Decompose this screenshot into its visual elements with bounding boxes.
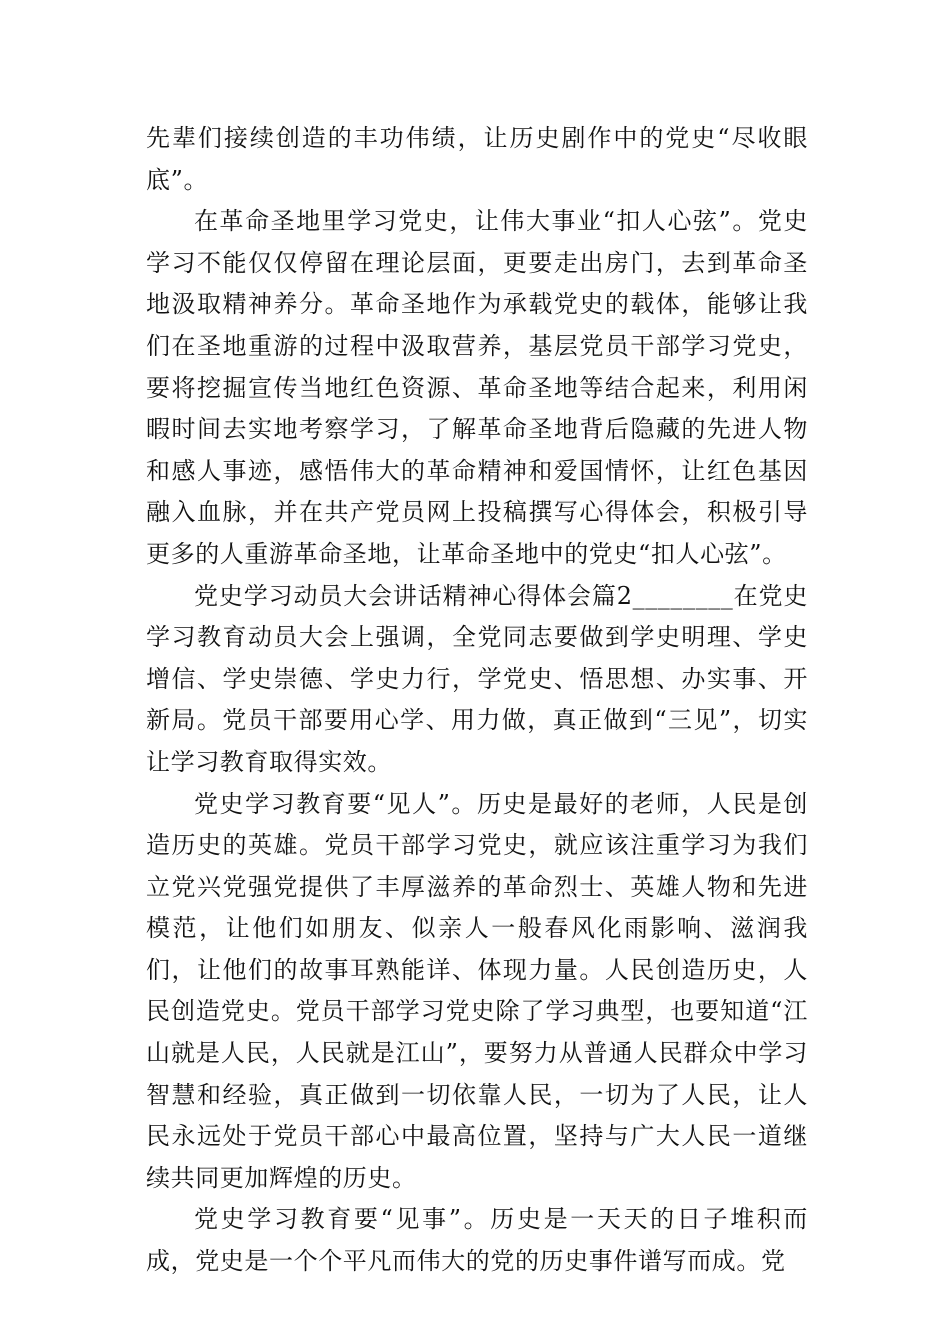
paragraph-2: 在革命圣地里学习党史，让伟大事业“扣人心弦”。党史学习不能仅仅停留在理论层面，更要走出房门，去到革命圣地汲取精神养分。革命圣地作为承载党史的载体，能够让我们在圣地重游的过程中汲取营养，基层党员干部学习党史，要将挖掘宣传当地红色资源、革命圣地等结合起来，利用闲暇时间去实地考察学习，了解革命圣地背后隐藏的先进人物和感人事迹，感悟伟大的革命精神和爱国情怀，让红色基因融入血脉，并在共产党员网上投稿撰写心得体会，积极引导更多的人重游革命圣地，让革命圣地中的党史“扣人心弦”。 [146, 207, 808, 568]
paragraph-4: 党史学习教育要“见人”。历史是最好的老师，人民是创造历史的英雄。党员干部学习党史，就应该注重学习为我们立党兴党强党提供了丰厚滋养的革命烈士、英雄人物和先进模范，让他们如朋友、似亲人一般春风化雨影响、滋润我们，让他们的故事耳熟能详、体现力量。人民创造历史，人民创造党史。党员干部学习党史除了学习典型，也要知道“江山就是人民，人民就是江山”，要努力从普通人民群众中学习智慧和经验，真正做到一切依靠人民，一切为了人民，让人民永远处于党员干部心中最高位置，坚持与广大人民一道继续共同更加辉煌的历史。 [146, 789, 808, 1192]
document-page [146, 118, 808, 1283]
paragraph-3: 党史学习动员大会讲话精神心得体会篇2________在党史学习教育动员大会上强调，全党同志要做到学史明理、学史增信、学史崇德、学史力行，学党史、悟思想、办实事、开新局。党员干部要用心学、用力做，真正做到“三见”，切实让学习教育取得实效。 [146, 581, 808, 776]
paragraph-1: 先辈们接续创造的丰功伟绩，让历史剧作中的党史“尽收眼底”。 [146, 124, 808, 194]
paragraph-5: 党史学习教育要“见事”。历史是一天天的日子堆积而成，党史是一个个平凡而伟大的党的历史事件谱写而成。党 [146, 1205, 808, 1276]
